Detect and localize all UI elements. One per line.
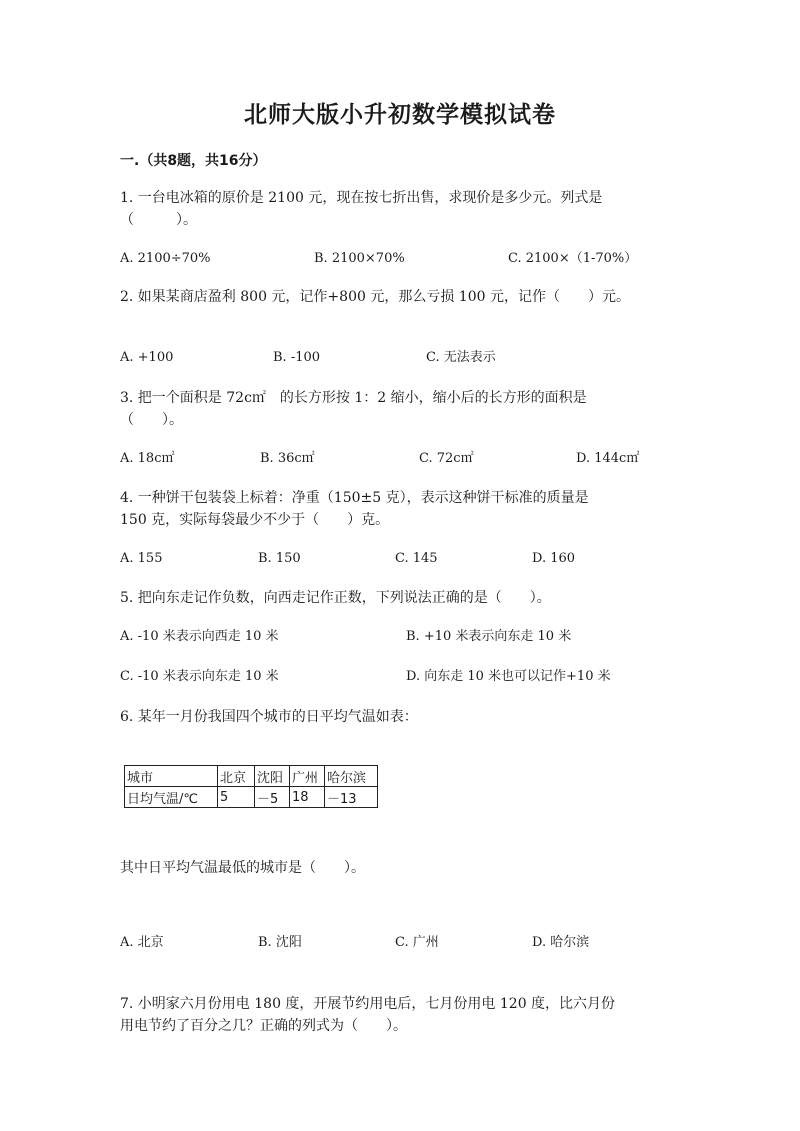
- question-3-option-c[interactable]: C. 72c㎡: [419, 451, 474, 466]
- question-1-option-c[interactable]: C. 2100×（1-70%）: [508, 251, 638, 266]
- question-7-line-2: 用电节约了百分之几？正确的列式为（ ）。: [120, 1018, 407, 1034]
- table-row: [125, 787, 378, 808]
- question-6-line-2: 其中日平均气温最低的城市是（ ）。: [120, 860, 365, 876]
- question-3-stem: [120, 387, 680, 431]
- question-1-stem: [120, 187, 680, 231]
- question-2-option-b[interactable]: B. -100: [273, 350, 321, 365]
- question-4-line-1: 4. 一种饼干包装袋上标着：净重（150±5 克），表示这种饼干标准的质量是: [120, 490, 589, 506]
- question-6-option-b[interactable]: B. 沈阳: [258, 935, 302, 950]
- question-5-option-a[interactable]: A. -10 米表示向西走 10 米: [120, 629, 279, 644]
- question-1-option-b[interactable]: B. 2100×70%: [314, 251, 405, 266]
- question-3-option-d[interactable]: D. 144c㎡: [576, 451, 640, 466]
- table-header-row: [125, 766, 378, 787]
- question-2-stem: [120, 286, 680, 308]
- table-header-cell: 城市: [125, 766, 218, 787]
- question-3-option-b[interactable]: B. 36c㎡: [260, 451, 315, 466]
- question-3-option-a[interactable]: A. 18c㎡: [120, 451, 175, 466]
- question-5-stem: [120, 587, 680, 609]
- question-6-option-c[interactable]: C. 广州: [395, 935, 439, 950]
- table-header-cell: 北京: [218, 766, 255, 787]
- question-5-option-b[interactable]: B. +10 米表示向东走 10 米: [406, 629, 572, 644]
- question-6-line-1: 6. 某年一月份我国四个城市的日平均气温如表：: [120, 709, 418, 725]
- table-header-cell: 广州: [290, 766, 325, 787]
- table-cell: －13: [325, 787, 378, 808]
- question-1-option-a[interactable]: A. 2100÷70%: [120, 251, 211, 266]
- question-5-option-d[interactable]: D. 向东走 10 米也可以记作+10 米: [406, 669, 611, 684]
- table-header-cell: 哈尔滨: [325, 766, 378, 787]
- question-3-line-1: 3. 把一个面积是 72c㎡ 的长方形按 1：2 缩小，缩小后的长方形的面积是: [120, 390, 587, 406]
- page-title: 北师大版小升初数学模拟试卷: [244, 102, 556, 128]
- question-4-option-b[interactable]: B. 150: [258, 551, 301, 566]
- table-cell: －5: [255, 787, 290, 808]
- question-7-line-1: 7. 小明家六月份用电 180 度，开展节约用电后，七月份用电 120 度，比六月份: [120, 996, 616, 1012]
- question-6-prompt: [120, 857, 680, 879]
- question-1-line-1: 1. 一台电冰箱的原价是 2100 元，现在按七折出售，求现价是多少元。列式是: [120, 190, 603, 206]
- question-6-stem: [120, 706, 680, 728]
- question-7-stem: [120, 993, 680, 1037]
- table-cell: 5: [218, 787, 255, 808]
- question-4-stem: [120, 487, 680, 531]
- question-4-line-2: 150 克，实际每袋最少不少于（ ）克。: [120, 512, 390, 528]
- table-header-cell: 沈阳: [255, 766, 290, 787]
- question-2-line-1: 2. 如果某商店盈利 800 元，记作+800 元，那么亏损 100 元，记作（ ）元。: [120, 289, 630, 305]
- section-heading: 一.（共8题，共16分）: [120, 153, 267, 169]
- table-cell: 日均气温/℃: [125, 787, 218, 808]
- question-5-line-1: 5. 把向东走记作负数，向西走记作正数，下列说法正确的是（ ）。: [120, 590, 551, 606]
- question-6-option-d[interactable]: D. 哈尔滨: [532, 935, 590, 950]
- question-4-option-a[interactable]: A. 155: [120, 551, 163, 566]
- question-6-option-a[interactable]: A. 北京: [120, 935, 164, 950]
- temperature-table: [124, 765, 378, 808]
- table-cell: 18: [290, 787, 325, 808]
- question-1-line-2: （ ）。: [120, 212, 197, 228]
- question-4-option-c[interactable]: C. 145: [395, 551, 438, 566]
- question-5-option-c[interactable]: C. -10 米表示向东走 10 米: [120, 669, 279, 684]
- question-2-option-c[interactable]: C. 无法表示: [426, 350, 496, 365]
- question-2-option-a[interactable]: A. +100: [120, 350, 174, 365]
- question-3-line-2: （ ）。: [120, 412, 183, 428]
- question-4-option-d[interactable]: D. 160: [532, 551, 576, 566]
